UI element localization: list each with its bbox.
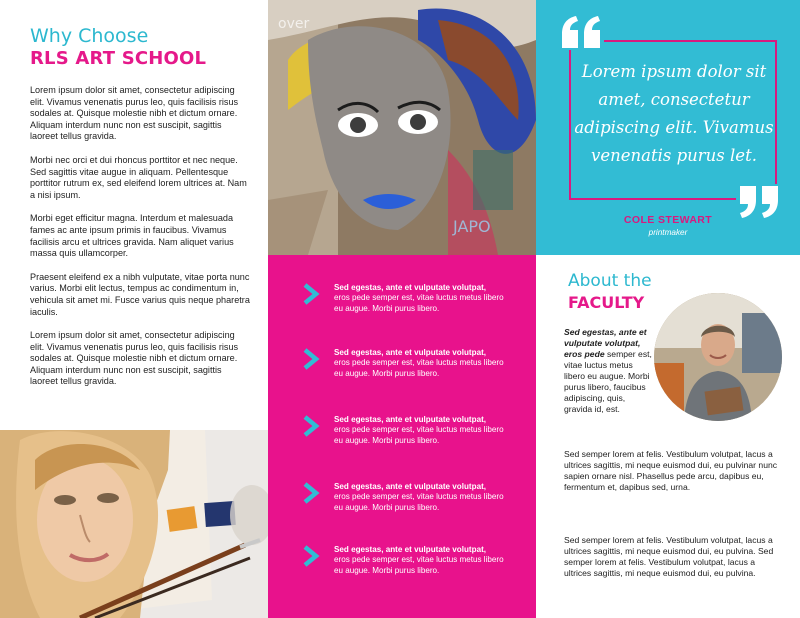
faculty-kicker: About the bbox=[568, 271, 652, 291]
testimonial-panel bbox=[536, 0, 800, 255]
why-paragraph: Praesent eleifend ex a nibh vulputate, vitae porta nunc varius. Morbi elit lectus, tempus ac condimentum in, vehicula sit amet mi. Fusce varius quis neque pharetra iaculis. bbox=[30, 271, 250, 317]
feature-title: Sed egestas, ante et vulputate volutpat, bbox=[334, 283, 487, 292]
faculty-headline: FACULTY bbox=[568, 293, 645, 312]
feature-title: Sed egestas, ante et vulputate volutpat, bbox=[334, 482, 487, 491]
feature-title: Sed egestas, ante et vulputate volutpat, bbox=[334, 545, 487, 554]
faculty-photo bbox=[654, 293, 782, 421]
why-paragraph: Morbi eget efficitur magna. Interdum et malesuada fames ac ante ipsum primis in faucibus. Vivamus facilisis arcu et ultrices gravida. Nam aliquet varius massa quis ullamcorper. bbox=[30, 213, 234, 259]
chevron-right-icon bbox=[302, 283, 320, 305]
svg-text:over: over bbox=[278, 16, 310, 32]
feature-text bbox=[334, 415, 514, 446]
faculty-intro-rest: semper est, vitae luctus metus libero eu augue. Morbi purus libero, faucibus adipiscing, quis, gravida id, est. bbox=[564, 349, 652, 414]
faculty-panel bbox=[536, 255, 800, 618]
feature-body: eros pede semper est, vitae luctus metus libero eu augue. Morbi purus libero. bbox=[334, 358, 504, 378]
why-headline: RLS ART SCHOOL bbox=[30, 48, 207, 69]
features-panel bbox=[268, 255, 536, 618]
feature-text bbox=[334, 545, 514, 576]
quote-author-role: printmaker bbox=[648, 228, 688, 237]
why-paragraph: Lorem ipsum dolor sit amet, consectetur adipiscing elit. Vivamus venenatis purus leo, quis facilisis risus sodales at. Quisque molestie nibh et dictum ornare. Aliquam interdum nunc non est suscipit, sagittis laoreet tellus gravida. bbox=[30, 330, 239, 387]
chevron-right-icon bbox=[302, 482, 320, 504]
feature-body: eros pede semper est, vitae luctus metus libero eu augue. Morbi purus libero. bbox=[334, 492, 504, 512]
quote-author-name: COLE STEWART bbox=[623, 214, 713, 226]
feature-title: Sed egestas, ante et vulputate volutpat, bbox=[334, 348, 487, 357]
feature-text bbox=[334, 348, 514, 379]
graffiti-art-photo bbox=[268, 0, 536, 255]
why-paragraph: Lorem ipsum dolor sit amet, consectetur adipiscing elit. Vivamus venenatis purus leo, quis facilisis risus sodales at. Quisque molestie nibh et dictum ornare. Aliquam interdum nunc non est suscipit, sagittis laoreet tellus gravida. bbox=[30, 85, 239, 142]
open-quote-icon bbox=[560, 14, 604, 50]
chevron-right-icon bbox=[302, 545, 320, 567]
feature-text bbox=[334, 482, 514, 513]
feature-body: eros pede semper est, vitae luctus metus libero eu augue. Morbi purus libero. bbox=[334, 555, 504, 575]
faculty-intro bbox=[564, 327, 652, 415]
feature-text bbox=[334, 283, 514, 314]
chevron-right-icon bbox=[302, 348, 320, 370]
why-kicker: Why Choose bbox=[30, 25, 149, 47]
feature-title: Sed egestas, ante et vulputate volutpat, bbox=[334, 415, 487, 424]
chevron-right-icon bbox=[302, 415, 320, 437]
feature-body: eros pede semper est, vitae luctus metus libero eu augue. Morbi purus libero. bbox=[334, 293, 504, 313]
faculty-intro-bold: Sed egestas, ante et vulputate volutpat, eros pede bbox=[564, 327, 647, 359]
svg-text:JAPO: JAPO bbox=[453, 217, 491, 236]
why-paragraph: Morbi nec orci et dui rhoncus porttitor et nec neque. Sed sagittis vitae augue in aliquam. Pellentesque porttitor rutrum ex, sed eleifend lorem ultrices at. Nam a nisi ipsum. bbox=[30, 154, 247, 200]
feature-body: eros pede semper est, vitae luctus metus libero eu augue. Morbi purus libero. bbox=[334, 425, 504, 445]
faculty-paragraph: Sed semper lorem at felis. Vestibulum volutpat, lacus a ultrices sagittis, mi neque euismod dui, eu pulvinar nunc sapien ornare nisl. Phasellus pede arcu, dapibus eu, fermentum et, dapibus sed, urna. bbox=[564, 449, 778, 492]
faculty-paragraph: Sed semper lorem at felis. Vestibulum volutpat, lacus a ultrices sagittis, mi neque euismod dui, eu pulvina. Sed semper lorem at felis. Vestibulum volutpat, lacus a ultrices sagittis, mi neque euismod dui, eu pulvina. bbox=[564, 535, 774, 578]
painting-portrait-photo bbox=[0, 430, 268, 618]
why-choose-panel bbox=[0, 0, 268, 430]
quote-text: Lorem ipsum dolor sit amet, consectetur adipiscing elit. Vivamus venenatis purus let. bbox=[574, 62, 774, 165]
why-body bbox=[30, 85, 250, 400]
